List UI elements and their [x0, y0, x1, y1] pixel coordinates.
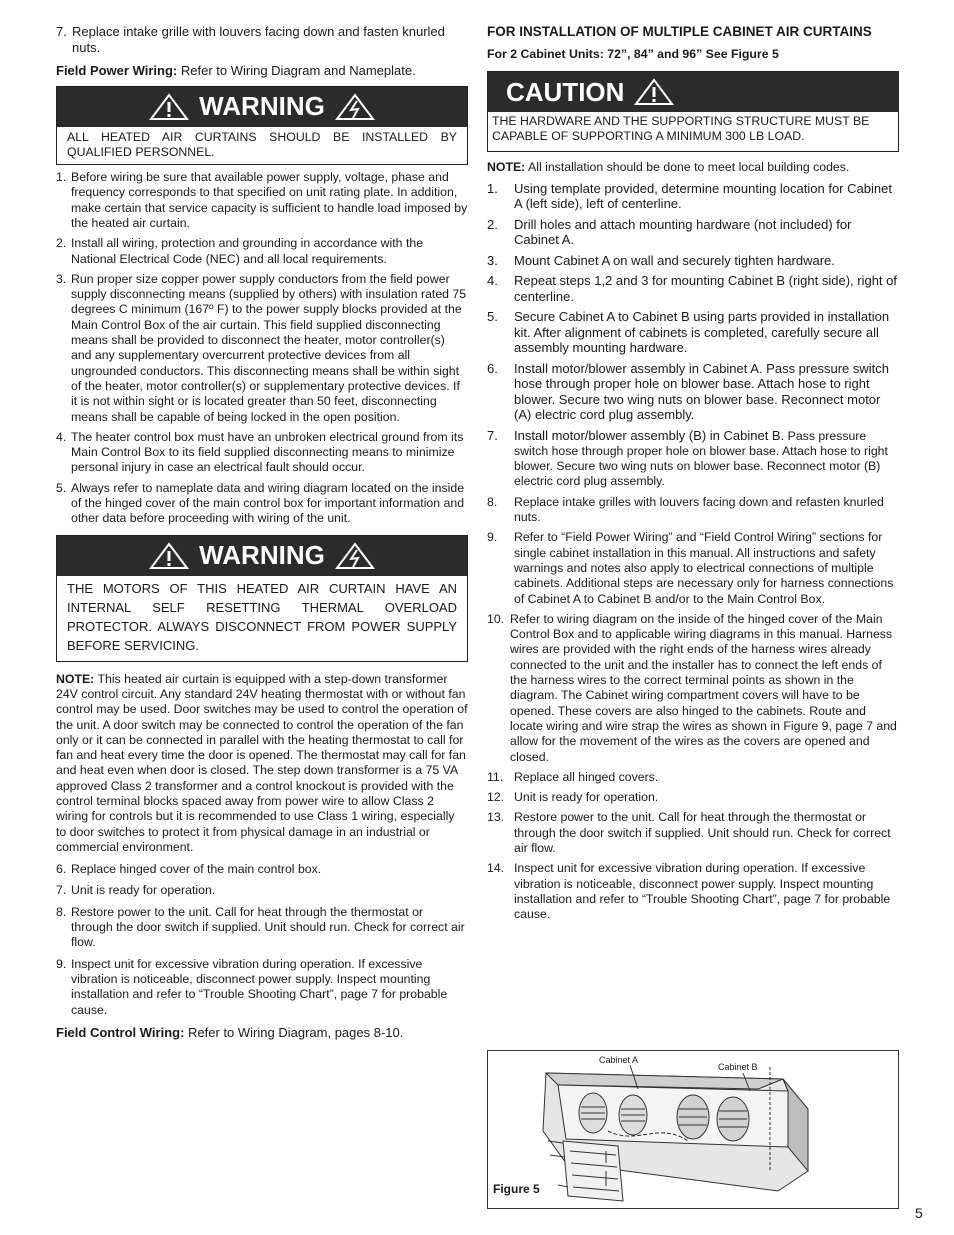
exclamation-warning-icon: [149, 542, 189, 570]
list-item: 5. Secure Cabinet A to Cabinet B using parts provided in installation kit. After alignment of cabinets is completed, carefully secure all assembly mounting hardware.: [487, 309, 890, 356]
air-curtain-illustration: [488, 1051, 898, 1208]
caution-box: [487, 71, 899, 152]
list-item: 7. Install motor/blower assembly (B) in Cabinet B. Pass pressure switch hose through proper hole on blower base. Attach hose to right blower. Secure two wing nuts on blower base. Reconnect motor (B) electric cord plug assembly.: [487, 427, 888, 489]
list-item: 8. Restore power to the unit. Call for heat through the thermostat or through the door switch if supplied. Unit should run. Check for correct air flow.: [56, 904, 465, 950]
list-item: 1. Using template provided, determine mounting location for Cabinet A (left side), left of centerline.: [487, 180, 892, 212]
exclamation-warning-icon: [149, 93, 189, 121]
building-codes-note: NOTE: All installation should be done to meet local building codes.: [487, 159, 850, 174]
list-item: 13. Restore power to the unit. Call for heat through the thermostat or through the door switch if supplied. Unit should run. Check for correct air flow.: [487, 810, 891, 856]
list-item: 2. Drill holes and attach mounting hardware (not included) for Cabinet A.: [487, 216, 852, 248]
list-item: 1. Before wiring be sure that available power supply, voltage, phase and frequency corresponds to that specified on unit rating plate. In addition, make certain that service capacity is sufficient to handle load imposed by the heated air curtain.: [56, 170, 468, 230]
list-item: 10. Refer to wiring diagram on the inside of the hinged cover of the Main Control Box and to applicable wiring diagrams in this manual. Harness wires are provided with the right ends of the harness wires already connected to the unit and the installer has to connect the left ends of the harness wires to the correct terminal points as shown in the diagram. The Cabinet wiring compartment covers will have to be opened. These covers are also hinged to the cabinets. Route and locate wiring and wire strap the wires as shown in Figure 9, page 7 and allow for the movement of the wires as the covers are opened and closed.: [487, 611, 897, 764]
field-control-wiring: Field Control Wiring: Refer to Wiring Diagram, pages 8-10.: [56, 1024, 404, 1040]
wiring-steps-list: [56, 170, 468, 527]
warning-title: WARNING: [199, 91, 325, 121]
warning-title: WARNING: [199, 540, 325, 571]
warning-banner: [57, 87, 467, 127]
list-item: 6. Replace hinged cover of the main control box.: [56, 862, 322, 877]
list-item: 9. Inspect unit for excessive vibration during operation. If excessive vibration is noticeable, disconnect power supply. Inspect mounting installation and refer to “Trouble Shooting Chart”, page 7 for probable cause.: [56, 956, 448, 1017]
warning-box-thermal-overload: [56, 535, 468, 662]
warning-text: THE MOTORS OF THIS HEATED AIR CURTAIN HAVE AN INTERNAL SELF RESETTING THERMAL OVERLOAD PROTECTOR. ALWAYS DISCONNECT FROM POWER SUPPLY BEFORE SERVICING.: [67, 580, 457, 653]
harness-steps-list: [487, 428, 899, 923]
warning-box-qualified-personnel: [56, 86, 468, 166]
list-item: 4. Repeat steps 1,2 and 3 for mounting Cabinet B (right side), right of centerline.: [487, 273, 897, 304]
warning-banner: [57, 536, 467, 576]
list-item: 6. Install motor/blower assembly in Cabinet A. Pass pressure switch hose through proper hole on blower base. Attach hose to right blower. Secure two wing nuts on blower base. Reconnect motor (A) electric cord plug assembly.: [487, 360, 889, 423]
list-item: 3. Mount Cabinet A on wall and securely tighten hardware.: [487, 252, 835, 268]
list-item: 9. Refer to “Field Power Wiring” and “Field Control Wiring” sections for single cabinet installation in this manual. All instructions and safety warnings and notes also apply to electrical connections of multiple cabinets. Additional steps are necessary only for harness connections of Cabinet A to Cabinet B and/or to the Main Control Box.: [487, 530, 894, 606]
page-number: 5: [915, 1205, 923, 1221]
exclamation-warning-icon: [634, 78, 674, 106]
list-item: 8. Replace intake grilles with louvers facing down and refasten knurled nuts.: [487, 494, 884, 525]
right-column: [487, 24, 899, 923]
list-item: 4. The heater control box must have an unbroken electrical ground from its Main Control Box to its field supplied disconnecting means to minimize personal injury in case an electrical fault should occur.: [56, 429, 464, 475]
caution-banner: [488, 72, 898, 112]
operation-steps-list: [56, 862, 468, 1018]
figure-caption: Figure 5: [493, 1182, 540, 1196]
caution-title: CAUTION: [506, 76, 625, 107]
caution-text: THE HARDWARE AND THE SUPPORTING STRUCTURE MUST BE CAPABLE OF SUPPORTING A MINIMUM 300 LB LOAD.: [492, 114, 870, 144]
mounting-steps-list: [487, 181, 899, 423]
figure-5: [487, 1050, 899, 1209]
electrical-hazard-icon: [335, 93, 375, 121]
cabinet-b-label: Cabinet B: [718, 1062, 758, 1072]
list-item: 12. Unit is ready for operation.: [487, 790, 659, 805]
list-item: 14. Inspect unit for excessive vibration during operation. If excessive vibration is noticeable, disconnect power supply. Inspect mounting installation and refer to “Trouble Shooting Chart”, page 7 for probable cause.: [487, 861, 891, 922]
section-heading: FOR INSTALLATION OF MULTIPLE CABINET AIR CURTAINS: [487, 24, 872, 39]
list-item: 11. Replace all hinged covers.: [487, 769, 659, 784]
control-circuit-note: NOTE: This heated air curtain is equipped with a step-down transformer 24V control circuit. Any standard 24V heating thermostat with or without fan control may be used. Door switches may be used to control the operation of the unit. A door switch may be connected to control the operation of the fan only or it can be connected in parallel with the heating thermostat to call for fan and heat every time the door is opened. The thermostat may call for fan and heat even when door is closed. The step down transformer is a 75 VA approved Class 2 transformer and a control knockout is provided with the control terminal blocks spaced away from power wire to allow Class 2 wiring for controls but it is recommended to use Class 1 wiring, especially to door switches to protect it from physical damage in an industrial or commercial environment.: [56, 671, 468, 854]
list-item: 7. Unit is ready for operation.: [56, 883, 216, 898]
cabinet-a-label: Cabinet A: [599, 1055, 639, 1065]
list-item: 2. Install all wiring, protection and grounding in accordance with the National Electrical Code (NEC) and all local requirements.: [56, 236, 424, 266]
list-item: 3. Run proper size copper power supply conductors from the field power supply disconnecting means (supplied by others) with insulation rated 75 degrees C minimum (167º F) to the power supply blocks provided at the Main Control Box of the air curtain. This field supplied disconnecting means shall be provided to disconnect the heater, motor controller(s) and any supplementary overcurrent protective devices from all ungrounded conductors. This disconnecting means shall be within sight of the heater, motor controller(s) or supplementary protective devices. If it is not within sight or is located greater than 50 feet, disconnecting means shall be capable of being locked in the open position.: [56, 271, 467, 424]
warning-text: ALL HEATED AIR CURTAINS SHOULD BE INSTALLED BY QUALIFIED PERSONNEL.: [67, 129, 457, 159]
left-column: [56, 24, 468, 1040]
list-item: 5. Always refer to nameplate data and wiring diagram located on the inside of the hinged cover of the main control box for important information and other data before proceeding with wiring of the unit.: [56, 480, 465, 526]
section-subheading: For 2 Cabinet Units: 72”, 84” and 96” See Figure 5: [487, 47, 779, 61]
field-power-wiring: Field Power Wiring: Refer to Wiring Diagram and Nameplate.: [56, 63, 416, 78]
step-7-intake-grille: 7. Replace intake grille with louvers facing down and fasten knurled nuts.: [56, 24, 445, 55]
electrical-hazard-icon: [335, 542, 375, 570]
